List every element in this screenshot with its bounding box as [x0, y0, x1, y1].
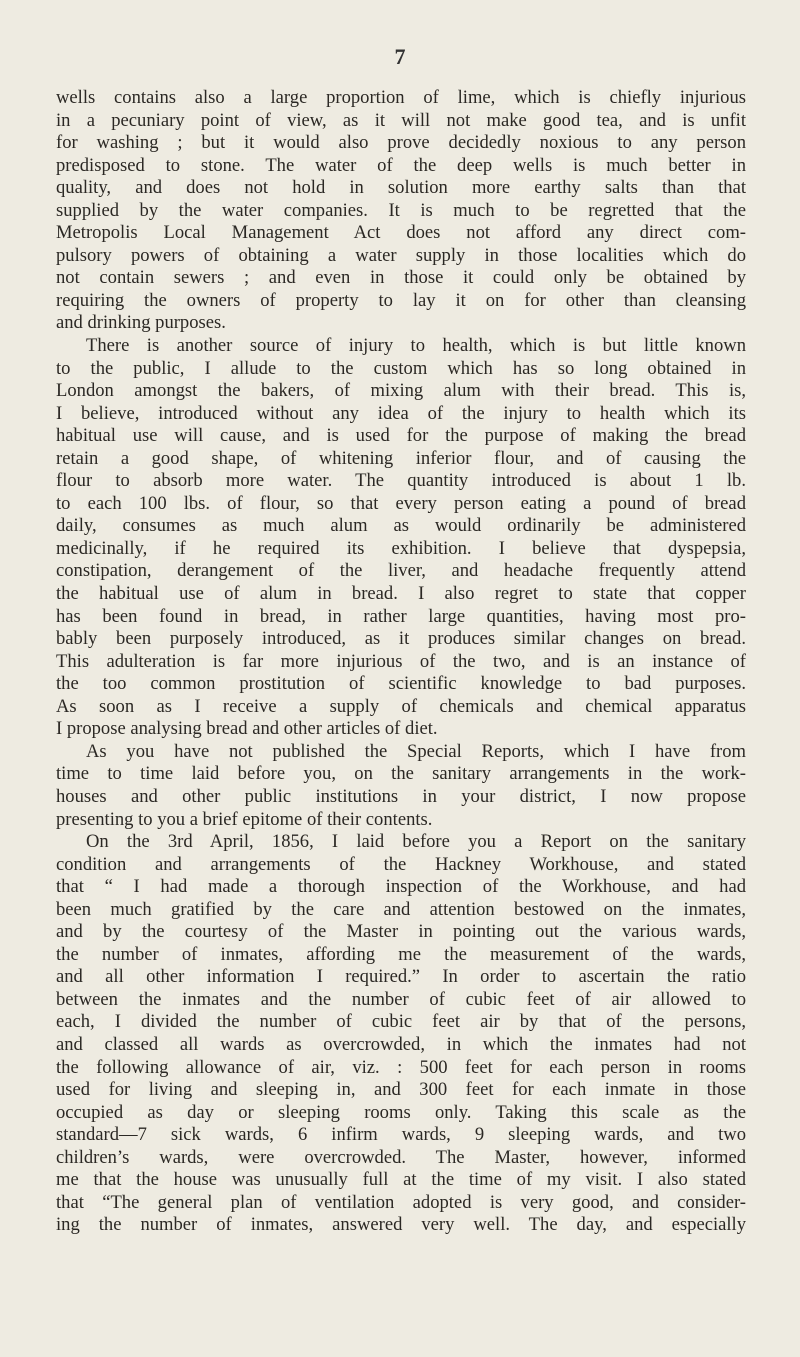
text-line: each, I divided the number of cubic feet air by that of the persons, — [56, 1011, 746, 1033]
text-line: time to time laid before you, on the sanitary arrangements in the work- — [56, 763, 746, 785]
text-line: occupied as day or sleeping rooms only. Taking this scale as the — [56, 1101, 746, 1123]
text-line: As you have not published the Special Reports, which I have from — [86, 740, 746, 762]
paragraph — [56, 87, 746, 335]
text-line: has been found in bread, in rather large quantities, having most pro- — [56, 605, 746, 627]
text-line: been much gratified by the care and attention bestowed on the inmates, — [56, 898, 746, 920]
paragraph — [56, 335, 746, 741]
text-line: daily, consumes as much alum as would ordinarily be administered — [56, 515, 746, 537]
text-line: habitual use will cause, and is used for the purpose of making the bread — [56, 425, 746, 447]
text-line: presenting to you a brief epitome of their contents. — [56, 808, 433, 830]
text-line: me that the house was unusually full at the time of my visit. I also stated — [56, 1169, 746, 1191]
text-line: to each 100 lbs. of flour, so that every person eating a pound of bread — [56, 492, 746, 514]
text-line: for washing ; but it would also prove decidedly noxious to any person — [56, 132, 746, 154]
text-line: requiring the owners of property to lay it on for other than cleansing — [56, 289, 746, 311]
paragraph — [56, 831, 746, 1237]
text-line: that “The general plan of ventilation adopted is very good, and consider- — [56, 1191, 746, 1213]
text-line: condition and arrangements of the Hackney Workhouse, and stated — [56, 853, 746, 875]
text-line: and drinking purposes. — [56, 312, 226, 334]
text-line: the too common prostitution of scientific knowledge to bad purposes. — [56, 673, 746, 695]
text-line: On the 3rd April, 1856, I laid before you a Report on the sanitary — [86, 831, 746, 853]
text-line: used for living and sleeping in, and 300 feet for each inmate in those — [56, 1079, 746, 1101]
text-line: and classed all wards as overcrowded, in which the inmates had not — [56, 1033, 746, 1055]
text-line: As soon as I receive a supply of chemicals and chemical apparatus — [56, 695, 746, 717]
text-line: in a pecuniary point of view, as it will not make good tea, and is unfit — [56, 109, 746, 131]
text-line: pulsory powers of obtaining a water supply in those localities which do — [56, 244, 746, 266]
text-line: I propose analysing bread and other articles of diet. — [56, 718, 438, 740]
text-line: houses and other public institutions in your district, I now propose — [56, 785, 746, 807]
text-line: This adulteration is far more injurious of the two, and is an instance of — [56, 650, 746, 672]
text-line: between the inmates and the number of cubic feet of air allowed to — [56, 988, 746, 1010]
text-line: the habitual use of alum in bread. I also regret to state that copper — [56, 583, 746, 605]
text-line: Metropolis Local Management Act does not afford any direct com- — [56, 222, 746, 244]
text-line: the number of inmates, affording me the measurement of the wards, — [56, 943, 746, 965]
text-line: supplied by the water companies. It is much to be regretted that the — [56, 199, 746, 221]
text-line: and by the courtesy of the Master in pointing out the various wards, — [56, 921, 746, 943]
text-line: wells contains also a large proportion of lime, which is chiefly injurious — [56, 87, 746, 108]
text-line: London amongst the bakers, of mixing alum with their bread. This is, — [56, 380, 746, 402]
text-line: and all other information I required.” In order to ascertain the ratio — [56, 966, 746, 988]
text-line: that “ I had made a thorough inspection of the Workhouse, and had — [56, 876, 746, 898]
text-line: to the public, I allude to the custom which has so long obtained in — [56, 357, 746, 379]
text-line: There is another source of injury to health, which is but little known — [86, 335, 746, 357]
text-line: the following allowance of air, viz. : 500 feet for each person in rooms — [56, 1056, 746, 1078]
text-line: retain a good shape, of whitening inferior flour, and of causing the — [56, 447, 746, 469]
text-line: children’s wards, were overcrowded. The Master, however, informed — [56, 1146, 746, 1168]
text-line: I believe, introduced without any idea of the injury to health which its — [56, 402, 746, 424]
body-text — [56, 87, 746, 1237]
text-line: flour to absorb more water. The quantity introduced is about 1 lb. — [56, 470, 746, 492]
text-line: predisposed to stone. The water of the deep wells is much better in — [56, 154, 746, 176]
page-number: 7 — [394, 44, 406, 69]
text-line: quality, and does not hold in solution more earthy salts than that — [56, 177, 746, 199]
text-line: constipation, derangement of the liver, and headache frequently attend — [56, 560, 746, 582]
text-line: bably been purposely introduced, as it produces similar changes on bread. — [56, 628, 746, 650]
text-line: not contain sewers ; and even in those it could only be obtained by — [56, 267, 746, 289]
text-line: ing the number of inmates, answered very well. The day, and especially — [56, 1214, 746, 1236]
text-line: medicinally, if he required its exhibition. I believe that dyspepsia, — [56, 537, 746, 559]
text-line: standard—7 sick wards, 6 infirm wards, 9 sleeping wards, and two — [56, 1124, 746, 1146]
paragraph — [56, 741, 746, 831]
